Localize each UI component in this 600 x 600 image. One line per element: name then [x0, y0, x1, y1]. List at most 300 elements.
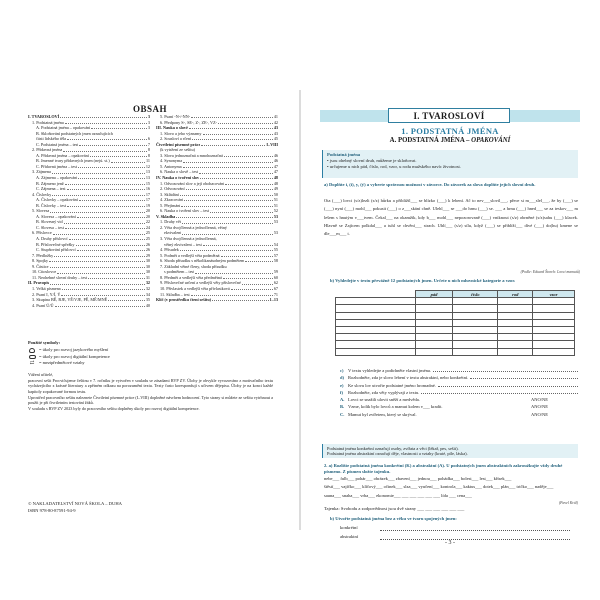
table-header-row	[336, 291, 575, 298]
toc-entry-page: 55	[273, 247, 278, 253]
toc-entry-title: 3. Věta dvojčlenná a jednočlenná,	[160, 236, 217, 242]
toc-entry-page: 20	[145, 208, 150, 214]
toc-entry-page: 8	[147, 152, 150, 158]
toc-entry-title: 2. Psaní I, Y/Í, Ý	[32, 291, 61, 297]
toc-dots	[189, 125, 273, 129]
table-cell[interactable]	[453, 319, 498, 326]
toc-dots	[221, 253, 273, 257]
toc-entry-page: 30	[145, 263, 150, 269]
toc-entry-page: 48	[273, 180, 278, 186]
table-cell[interactable]	[533, 298, 575, 305]
toc-entry-title: 5. Psaní -N-/-NN-	[160, 114, 191, 119]
toc-entry-page: 3	[147, 125, 150, 131]
toc-dots	[180, 192, 273, 196]
toc-entry-page: 17	[145, 191, 150, 197]
toc-entry-title: 9. Příslovečné určení a vedlejší věty příslovečné	[160, 280, 241, 286]
answer-line[interactable]	[433, 367, 578, 372]
toc-entry-title: B. Příslovečné spřežky	[36, 241, 75, 247]
toc-entry-title: (k vytržení ze sešitu)	[160, 147, 195, 153]
table-cell[interactable]	[416, 334, 453, 341]
toc-entry-title: B. Číslovky – test	[36, 202, 67, 208]
toc-entry-page: 46	[273, 158, 278, 164]
definition-box-2	[322, 444, 578, 458]
word-line[interactable]: štěstí___ vajíčko___ klíčový___ očinek___ slza___ vyučení___ kontrola___ kaktus___ dotek___ plán___ tričko___ naděje___	[324, 484, 554, 490]
toc-entry-page: 8	[147, 147, 150, 153]
question-text: Lovci se snažili ulovit sněží a medvěda.	[348, 397, 420, 403]
toc-entry-title: II. Pravopis	[28, 280, 50, 286]
toc-entry-page: 13	[145, 175, 150, 181]
toc-dots	[184, 197, 273, 201]
toc-dots	[50, 208, 145, 212]
section-heading-italic: OPAKOVÁNÍ	[471, 137, 511, 144]
table-cell[interactable]	[416, 312, 453, 319]
yes-no-choice[interactable]: ANO/NE	[531, 404, 548, 410]
toc-entry-title: 1. Velká písmena	[32, 285, 61, 291]
yes-no-choice[interactable]: ANO/NE	[531, 397, 548, 403]
toc-entry-page: 42	[273, 119, 278, 125]
toc-dots	[62, 286, 145, 290]
toc-entry-page: 30	[145, 269, 150, 275]
toc-entry-title: A. Druhy příslovcí	[36, 236, 68, 242]
toc-dots	[53, 230, 145, 234]
toc-entry-title: 4. Zkracování	[160, 197, 184, 203]
toc-entry-title: A. Podstatná jména – opakování	[36, 125, 91, 131]
table-cell[interactable]	[336, 334, 416, 341]
toc-entry-page: 31	[145, 274, 150, 280]
toc-entry	[156, 297, 278, 303]
toc-entry-title: 1. Slovo a jeho významy	[160, 130, 202, 136]
toc-entry-page: 45	[273, 136, 278, 142]
table-cell[interactable]	[498, 298, 533, 305]
table-cell[interactable]	[453, 341, 498, 348]
toc-dots	[245, 258, 272, 262]
table-cell[interactable]	[336, 312, 416, 319]
table-cell[interactable]	[453, 305, 498, 312]
task-1a	[324, 182, 578, 188]
table-cell[interactable]	[533, 326, 575, 333]
definition-box	[322, 150, 578, 178]
toc-entry-page: 43	[273, 125, 278, 131]
toc-entry-page: 12	[145, 163, 150, 169]
toc-entry-title: 11. Skladba – test	[160, 291, 190, 297]
answer-line[interactable]	[470, 374, 578, 379]
toc-entry-title: 4. Synonyma	[160, 158, 183, 164]
toc-entry-title: V. Skladba	[156, 213, 176, 219]
toc-entry-title: 9. Částice	[32, 263, 49, 269]
task-2b	[330, 516, 580, 522]
toc-entry-page: 41	[273, 114, 278, 119]
toc-dots	[210, 208, 273, 212]
toc-entry-page: 46	[273, 152, 278, 158]
toc-dots	[203, 131, 273, 135]
toc-entry-page: 67	[273, 285, 278, 291]
question-text: Mamut byl zvířetem, který se skrýval.	[348, 411, 417, 417]
toc-dots	[57, 269, 145, 273]
toc-entry-title: 5. Antonyma	[160, 163, 182, 169]
toc-dots	[224, 153, 273, 157]
toc-dots	[186, 186, 273, 190]
word-line[interactable]: nebe___ fulb___ pohár___ obrázek___ zbavení___ jednou___ pohádka___ bolest___ lest___ křísek___	[324, 476, 512, 482]
table-cell[interactable]	[498, 348, 533, 355]
toc-entry-title: C. Slovesa – test	[36, 224, 64, 230]
toc-dots	[201, 142, 265, 146]
task-2a	[324, 463, 578, 512]
table-cell[interactable]	[336, 326, 416, 333]
task-1b-text: b) Vyhledejte v textu převážně 12 podstatných jmen. Určete u nich mluvnické kategorie a vzor.	[330, 278, 516, 283]
publisher-name: © NAKLADATELSTVÍ NOVÁ ŠKOLA – DUHA	[28, 501, 122, 506]
table-cell[interactable]	[416, 326, 453, 333]
question-item	[340, 411, 578, 418]
toc-entry-page: 26	[145, 247, 150, 253]
chapter-band-label: I. TVAROSLOVÍ	[388, 108, 510, 123]
toc-entry-page: 3	[147, 114, 150, 119]
toc-entry-page: 16	[145, 186, 150, 192]
toc-entry-title: 8. Spojky	[32, 258, 49, 264]
table-cell[interactable]	[336, 348, 416, 355]
toc-entry-page: 71	[273, 291, 278, 297]
toc-entry-page: 54	[273, 241, 278, 247]
symbols-heading: Použité symboly:	[28, 340, 61, 345]
table-cell[interactable]	[416, 305, 453, 312]
page-number: - 3 -	[445, 540, 455, 546]
question-text: Rozhodněte, zda věty vyplývají z textu.	[348, 389, 420, 395]
toc-entry-page: 50	[273, 191, 278, 197]
table-cell[interactable]	[336, 319, 416, 326]
task-2b-text: b) Utvořte podstatná jména bez a věku ve tvaru spojených jmen:	[330, 516, 457, 521]
table-row	[336, 341, 575, 348]
toc-entry-page: 3	[147, 119, 150, 125]
toc-entry-title: 6. Shoda přísudku s několikanásobným podmětem	[160, 258, 245, 264]
table-cell[interactable]	[498, 334, 533, 341]
toc-entry-page: 58	[273, 258, 278, 264]
fill-label: konkrétní	[340, 525, 358, 530]
symbol-text: = úkoly pro rozvoj jazykového myšlení	[39, 347, 109, 353]
toc-dots	[67, 136, 147, 140]
toc-entry-page: 26	[145, 241, 150, 247]
symbols-legend	[28, 340, 278, 367]
toc-entry-page: 32	[145, 285, 150, 291]
mouse-icon	[28, 354, 36, 360]
question-number: B.	[340, 404, 345, 410]
intro-paragraph: V souladu s RVP ZV 2023 byly do pracovního sešitu doplněny úkoly pro rozvoj digitální kompetence.	[28, 405, 200, 411]
definition-title: Podstatná jména	[327, 152, 361, 157]
toc-dots	[88, 275, 145, 279]
definition-abstract: Podstatná jména abstraktní označují děje, vlastnosti a vztahy (kruté, píle, láska).	[327, 451, 468, 457]
intro-paragraph: Vážení učitelé,	[28, 372, 54, 377]
toc-dots	[50, 264, 145, 268]
toc-entry-title: 8. Předmět a vedlejší věta předmětná	[160, 274, 222, 280]
toc-title: OBSAH	[132, 104, 167, 114]
toc-entry-page: 11	[145, 158, 150, 164]
toc-dots	[61, 292, 144, 296]
toc-entry-page: 51	[273, 197, 278, 203]
toc-dots	[181, 203, 272, 207]
toc-dots	[218, 120, 273, 124]
toc-dots	[182, 219, 273, 223]
table-row	[336, 319, 575, 326]
toc-dots	[65, 120, 147, 124]
toc-entry-title: B. Zájmeno jenž	[36, 180, 64, 186]
toc-entry-page: 52	[273, 208, 278, 214]
fill-line[interactable]	[380, 525, 570, 531]
toc-dots	[60, 114, 147, 118]
fill-row-concrete[interactable]	[340, 524, 570, 533]
toc-entry-page: 47	[273, 163, 278, 169]
table-header-rod: rod	[498, 291, 533, 298]
toc-dots	[54, 253, 145, 257]
toc-entry-page: 48	[273, 175, 278, 181]
question-text: Rozhodněte, zda je slovo lebení v textu abstraktní, nebo konkrétní.	[348, 375, 469, 381]
question-number: C.	[340, 411, 345, 417]
toc-entry-title: s podmětem – test	[164, 269, 195, 275]
toc-entry-page: 32	[145, 280, 150, 286]
toc-entry-title: 4. Přísudek	[160, 247, 179, 253]
table-cell[interactable]	[336, 305, 416, 312]
toc-dots	[180, 247, 273, 251]
table-cell[interactable]	[533, 312, 575, 319]
toc-dots	[65, 225, 145, 229]
word-line[interactable]: sauna___ snaha___ vrba___ ekonomie___ ___ ___ ___ ___ ___ lída ___ cena___	[324, 492, 472, 498]
toc-entry-page: 29	[145, 252, 150, 258]
table-cell[interactable]	[453, 312, 498, 319]
table-cell[interactable]	[336, 341, 416, 348]
table-row	[336, 305, 575, 312]
toc-dots	[77, 247, 145, 251]
tajenka-line[interactable]: Tajenka: Svobodu a zodpovědnost jsou dvě strany ___ ___ ___ ___ ___ ___	[324, 505, 465, 511]
intro-text	[28, 372, 273, 412]
table-cell[interactable]	[416, 298, 453, 305]
toc-entry-page: 43	[273, 130, 278, 136]
table-header-vzor: vzor	[533, 291, 575, 298]
toc-entry-page: 59	[273, 269, 278, 275]
toc-entry-title: Klíč (v prostředku čtení sešitu)	[156, 297, 212, 303]
section-heading-main: A. PODSTATNÁ JMÉNA –	[389, 137, 472, 144]
toc-column-1	[28, 114, 150, 336]
toc-dots	[52, 169, 145, 173]
symbol-text: = úkoly pro rozvoj digitální kompetence	[39, 353, 110, 359]
fill-rows	[340, 524, 570, 541]
toc-entry-page: I–VIII	[266, 141, 278, 147]
toc-dots	[64, 219, 145, 223]
toc-entry-page: 25	[145, 236, 150, 242]
toc-entry-title: 10. Přívlastek a vedlejší věta přívlastková	[160, 285, 230, 291]
toc-dots	[50, 280, 145, 284]
toc-dots	[200, 175, 273, 179]
toc-dots	[203, 242, 273, 246]
table-cell[interactable]	[498, 326, 533, 333]
table-cell[interactable]	[533, 341, 575, 348]
toc-entry-title: B. Slovesný vid	[36, 219, 63, 225]
toc-entry-page: 22	[145, 219, 150, 225]
task-1b	[330, 278, 580, 284]
toc-dots	[225, 181, 272, 185]
toc-entry-title: 1. Podstatná jména	[32, 119, 64, 125]
table-cell[interactable]	[453, 326, 498, 333]
toc-entry-page: 7	[147, 141, 150, 147]
toc-dots	[242, 280, 273, 284]
head-icon	[28, 348, 36, 354]
table-header-cislo: číslo	[453, 291, 498, 298]
task-2a-text: 2. a) Rozlište podstatná jména konkrétní (K) a abstraktní (A). U podstatných jmen abstraktních zakroužkujte vždy druhé písmeno. Z písmen složte tajenku.	[324, 463, 563, 475]
task-2a-source: (Pavel Král)	[558, 500, 578, 505]
question-item	[340, 367, 578, 374]
toc-column-2	[156, 114, 278, 336]
toc-entry-title: A. Slovesa – opakování	[36, 213, 76, 219]
toc-dots	[90, 153, 147, 157]
toc-entry-page: 24	[145, 224, 150, 230]
intro-paragraph: pracovní sešit Procvičujeme češtinu v 7. ročníku je vytvořen v souladu se zásadami RVP ZV. Úlohy je obvykle vyvozováno z motivačního textu vycházejícího z krásné literatury a zpětném odkazu na porozumění textu. Texty často korespondují s učivem dějepisu. Úlohy je na konci každé kapitoly zopakované formou testu.	[28, 377, 273, 394]
toc-entry-page: 51	[273, 202, 278, 208]
table-cell[interactable]	[533, 319, 575, 326]
toc-entry-title: I. TVAROSLOVÍ	[28, 114, 60, 119]
toc-dots	[183, 158, 273, 162]
toc-dots	[79, 197, 145, 201]
table-cell[interactable]	[336, 298, 416, 305]
toc-entry-page: 49	[273, 186, 278, 192]
table-cell[interactable]	[453, 334, 498, 341]
toc-entry-title: 2. Věta dvojčlenná a jednočlenná, větný	[160, 224, 228, 230]
toc-dots	[63, 147, 147, 151]
toc-entry-page: 35	[145, 297, 150, 303]
toc-dots	[69, 236, 145, 240]
toc-entry-page: 20	[145, 213, 150, 219]
toc-dots	[108, 297, 145, 301]
toc-entry-page: 53	[273, 230, 278, 236]
table-cell[interactable]	[498, 319, 533, 326]
question-item	[340, 389, 578, 396]
symbol-text: = mezipředmětové vztahy	[39, 360, 85, 366]
toc-entry	[28, 303, 150, 309]
toc-entry-title: 3. Skládání	[160, 191, 179, 197]
yes-no-choice[interactable]: ANO/NE	[531, 411, 548, 417]
toc-entry-title: 4. Psaní Ú/Ů	[32, 302, 54, 308]
toc-entry-title: A. Číslovky – opakování	[36, 197, 78, 203]
toc-entry-title: 3. Zájmena	[32, 169, 51, 175]
toc-entry-title: 5. Slovesa	[32, 208, 50, 214]
toc-entry-page: 13	[145, 169, 150, 175]
table-row	[336, 348, 575, 355]
toc-entry-title: 6. Nauka o tvoření slov – test	[160, 208, 210, 214]
toc-dots	[79, 142, 146, 146]
toc-dots	[78, 175, 144, 179]
toc-entry-title: 5. Přejímání	[160, 202, 181, 208]
toc-dots	[78, 164, 145, 168]
toc-entry-page: 17	[145, 197, 150, 203]
table-cell[interactable]	[416, 319, 453, 326]
table-cell[interactable]	[498, 312, 533, 319]
toc-dots	[76, 242, 145, 246]
toc-entry-title: III. Nauka o slově	[156, 125, 188, 131]
toc-dots	[199, 169, 273, 173]
table-cell[interactable]	[416, 341, 453, 348]
toc-entry-title: 1. Odvozování slov a její obohacování	[160, 180, 225, 186]
toc-dots	[231, 286, 273, 290]
toc-dots	[182, 230, 272, 234]
toc-entry-title: 6. Příslovce	[32, 230, 52, 236]
toc-entry-title: 2. Přídavná jména	[32, 147, 63, 153]
question-number: f)	[340, 389, 343, 395]
table-cell[interactable]	[498, 305, 533, 312]
toc-entry-title: 11. Neohebné slovní druhy – test	[32, 274, 88, 280]
toc-dots	[192, 136, 273, 140]
toc-dots	[52, 192, 145, 196]
toc-entry-page: 47	[273, 169, 278, 175]
toc-dots	[212, 297, 269, 301]
toc-dots	[67, 186, 145, 190]
table-cell[interactable]	[533, 348, 575, 355]
question-number: A.	[340, 397, 345, 403]
toc-entry-title: 6. Předpony S-, SE-, Z-, ZE-, VZ-	[160, 119, 218, 125]
toc-entry-page: 1–13	[269, 297, 278, 303]
toc-entry-page: 57	[273, 252, 278, 258]
question-text: Ke slovu lov utvořte podstatné jméno hromadné.	[348, 382, 436, 388]
question-item	[340, 382, 578, 389]
toc-entry-title: A. Zájmena – opakování	[36, 175, 78, 181]
toc-entry-title: A. Přídavná jména – opakování	[36, 152, 89, 158]
gap-fill-text[interactable]: Ota (___) lovci (s/z)lezli (s/z) hůrku a přibližil___ se blízko (___) k lebení. Ač to nev___slovil___, přece si m___slel___, že by (___) se (___) nyní (___) mohl___ pokusit (___) o z___skání chně. Ulehl___ se ___do hrnu (___) se. ___ a hrnu (___) hned___ se za teskov___ m lešem s hnutým v___tvem. Čekal___ na okamžik, kdy b___ mohl___ nepozorovaně (___) vniknout (s/z) obrněné (s/z)sahu (___) klacek. Hlavně se Zajícem polkdal___ a tuhl se chvění___ strach. Uhlí___ (s/z) sílu, když (___) se přiblíží___ dívé (___) do(hu) kmene se dle___m___ t.	[324, 198, 578, 237]
fill-label: abstraktní	[340, 533, 359, 539]
table-cell[interactable]	[453, 348, 498, 355]
table-cell[interactable]	[498, 341, 533, 348]
toc-entry-page: 53	[273, 213, 278, 219]
toc-dots	[183, 164, 273, 168]
toc-entry-page: 19	[145, 202, 150, 208]
table-cell[interactable]	[533, 305, 575, 312]
toc-dots	[91, 125, 147, 129]
intro-paragraph: Uprostřed pracovního sešitu naleznete Čtvrtletní písemné práce (I–VIII) doplněné návrhem hodnocení. Tyto strany si můžete ze sešitu vytrhnout a použít je při čtvrtletním testování žáků.	[28, 394, 273, 406]
isbn: ISBN 978-80-87591-94-9	[28, 508, 76, 513]
grammar-table	[335, 290, 575, 356]
definition-line: • jsou ohebný slovní druh, můžeme je skloňovat.	[327, 158, 417, 164]
toc-dots	[191, 292, 273, 296]
toc-entry-page: 62	[273, 280, 278, 286]
toc-entry-title: C. Zájmena – test	[36, 186, 66, 192]
question-item	[340, 374, 578, 381]
toc-entry-title: větný ekvivalent – test	[164, 241, 202, 247]
toc-dots	[176, 214, 273, 218]
question-number: c)	[340, 368, 344, 373]
toc-dots	[223, 275, 273, 279]
definition-line: • určujeme u nich pád, číslo, rod, vzor, u rodu mužského navíc životnost.	[327, 164, 461, 170]
answer-line[interactable]	[421, 389, 578, 394]
toc-entry-title: C. Přídavná jména – test	[36, 163, 78, 169]
toc-entry-title: 2. Sousloví a rčení	[160, 136, 192, 142]
toc-entry-title: 2. Odvozování	[160, 186, 185, 192]
symbol-row	[28, 360, 278, 367]
table-cell[interactable]	[416, 348, 453, 355]
table-cell[interactable]	[453, 298, 498, 305]
table-row	[336, 334, 575, 341]
toc-entry-title: IV. Nauka o tvoření slov	[156, 175, 200, 181]
toc-entry-page: 34	[145, 291, 150, 297]
arrows-icon: ⇄	[29, 360, 35, 367]
toc-entry-page: 6	[147, 136, 150, 142]
source-citation: (Podle: Eduard Štorch: Lovci mamutů)	[520, 270, 580, 274]
question-text: V textu vyhledejte a podtrhněte vlastní jména.	[348, 368, 432, 373]
toc-dots	[111, 158, 145, 162]
chapter-heading: 1. PODSTATNÁ JMÉNA	[401, 126, 499, 136]
toc-dots	[77, 214, 145, 218]
toc-entry-page: 40	[145, 302, 150, 308]
task-2a-lines[interactable]	[324, 475, 578, 500]
toc-entry-title: 7. Předložky	[32, 252, 54, 258]
toc-entry-page: 60	[273, 274, 278, 280]
toc-dots	[55, 303, 145, 307]
fill-line[interactable]	[380, 534, 570, 540]
answer-line[interactable]	[438, 382, 578, 387]
table-cell[interactable]	[533, 334, 575, 341]
table-header-blank	[336, 291, 416, 298]
